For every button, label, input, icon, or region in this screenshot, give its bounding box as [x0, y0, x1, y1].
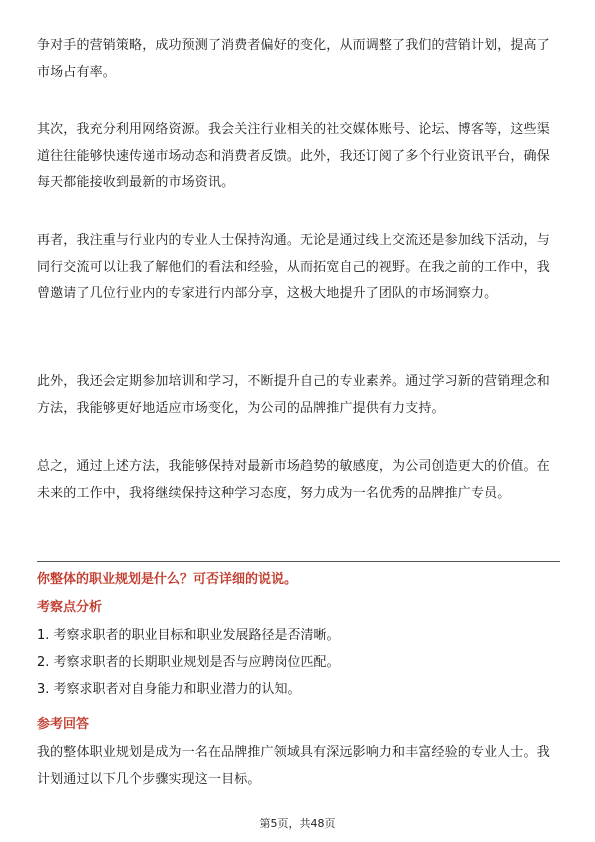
- analysis-label: 考察点分析: [37, 600, 103, 615]
- analysis-list: [37, 622, 562, 703]
- answer-paragraph: 我的整体职业规划是成为一名在品牌推广领域具有深远影响力和丰富经验的专业人士。我计划通过以下几个步骤实现这一目标。: [37, 745, 550, 787]
- paragraph-competitor-strategy: 争对手的营销策略，成功预测了消费者偏好的变化，从而调整了我们的营销计划，提高了市场占有率。: [37, 38, 550, 80]
- paragraph-training: 此外，我还会定期参加培训和学习，不断提升自己的专业素养。通过学习新的营销理念和方法，我能够更好地适应市场变化，为公司的品牌推广提供有力支持。: [37, 374, 550, 416]
- question-heading: 你整体的职业规划是什么？可否详细的说说。: [37, 572, 298, 587]
- paragraph-network-resources: 其次，我充分利用网络资源。我会关注行业相关的社交媒体账号、论坛、博客等，这些渠道往往能够快速传递市场动态和消费者反馈。此外，我还订阅了多个行业资讯平台，确保每天都能接收到最新的市场资讯。: [37, 122, 550, 190]
- answer-label: 参考回答: [37, 717, 90, 732]
- paragraph-industry-communication: 再者，我注重与行业内的专业人士保持沟通。无论是通过线上交流还是参加线下活动，与同行交流可以让我了解他们的看法和经验，从而拓宽自己的视野。在我之前的工作中，我曾邀请了几位行业内的专家进行内部分享，这极大地提升了团队的市场洞察力。: [37, 233, 550, 301]
- analysis-item: 1. 考察求职者的职业目标和职业发展路径是否清晰。: [37, 628, 340, 643]
- analysis-item: 2. 考察求职者的长期职业规划是否与应聘岗位匹配。: [37, 655, 340, 670]
- section-divider: [37, 561, 560, 562]
- page-number-footer: 第5页，共48页: [259, 817, 336, 830]
- paragraph-summary: 总之，通过上述方法，我能够保持对最新市场趋势的敏感度，为公司创造更大的价值。在未来的工作中，我将继续保持这种学习态度，努力成为一名优秀的品牌推广专员。: [37, 459, 550, 501]
- analysis-item: 3. 考察求职者对自身能力和职业潜力的认知。: [37, 682, 301, 697]
